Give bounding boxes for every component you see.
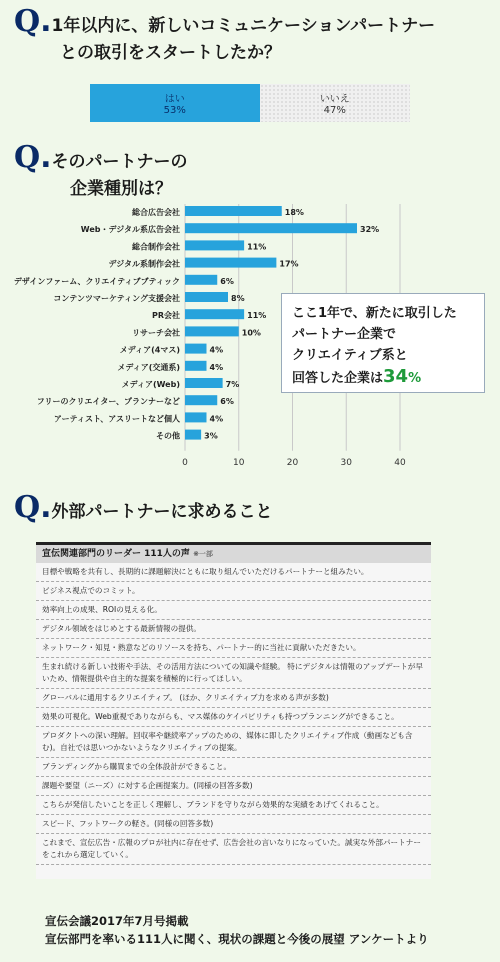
x-tick-label: 20 [286,457,299,465]
question-2-line2: 企業種別は？ [70,179,172,199]
category-label: 総合広告会社 [132,208,180,217]
data-label: 18% [284,208,304,217]
x-tick-label: 30 [340,457,352,465]
panel-header: 宣伝関連部門のリーダー 111人の声 ※一部 [36,545,431,563]
list-item: グローバルに通用するクリエイティブ。 (ほか、クリエイティブ力を求める声が多数) [36,689,431,708]
bar [185,326,239,336]
yes-no-bar [90,84,410,122]
bar [185,412,207,422]
category-label: アーティスト、アスリートなど個人 [53,414,180,424]
question-2-line1: そのパートナーの [51,152,188,172]
data-label: 4% [209,362,224,372]
bar [185,378,223,388]
list-item: 効果の可視化。Web重視でありながらも、マス媒体のケイパビリティも持つプランニングができること。 [36,708,431,727]
list-item: スピード、フットワークの軽さ。(同様の回答多数) [36,815,431,834]
list-item: こちらが発信したいことを正しく理解し、ブランドを守りながら効果的な実績をあげてくれること。 [36,796,431,815]
category-label: メディア(交通系) [117,362,180,372]
list-item: ビジネス視点でのコミット。 [36,582,431,601]
list-item: デジタル領域をはじめとする最新情報の提供。 [36,620,431,639]
no-label: いいえ [319,94,350,105]
bar [185,240,244,250]
question-1-line2: との取引をスタートしたか？ [60,43,281,63]
callout-line4: 回答した企業は34% [292,366,422,387]
category-label: Web・デジタル系広告会社 [80,225,180,235]
footer-line1: 宣伝会議2017年7月号掲載 [45,914,189,928]
category-label: その他 [156,431,180,441]
callout-percent: 34 [383,366,409,387]
callout-line1: ここ1年で、新たに取引した [292,306,457,321]
callout-line3: クリエイティブ系と [292,348,408,363]
x-tick-label: 0 [182,457,188,465]
category-label: リサーチ会社 [132,328,180,338]
q-mark: Q [14,490,41,525]
category-label: PR会社 [151,311,180,321]
voices-panel [36,542,431,879]
bar [185,206,282,216]
data-label: 10% [241,328,261,338]
list-item: 課題や要望（ニーズ）に対する企画提案力。(同様の回答多数) [36,777,431,796]
category-label: デジタル系制作会社 [108,259,180,269]
data-label: 3% [204,431,218,441]
bar [185,292,228,302]
no-value: 47% [323,105,346,116]
q-mark: Q [14,140,41,175]
source-footer [45,912,429,948]
category-label: デザインファーム、クリエイティブブティック [13,276,180,286]
data-label: 6% [220,276,234,286]
bar [185,361,207,371]
question-2-title: Q.そのパートナーの [14,140,188,175]
x-tick-label: 10 [233,457,245,465]
callout-box [281,293,485,393]
bar [185,258,276,268]
category-label: コンテンツマーケティング支援会社 [53,294,180,303]
data-label: 11% [247,242,267,252]
data-label: 11% [247,311,267,321]
question-3-title: Q.外部パートナーに求めること [14,490,273,525]
data-label: 4% [209,414,224,424]
question-1-title: Q.1年以内に、新しいコミュニケーションパートナー [14,4,436,39]
data-label: 17% [279,259,299,269]
question-3-line1: 外部パートナーに求めること [51,502,273,522]
yes-label: はい [164,94,185,105]
q-mark: Q [14,4,41,39]
bar [185,223,357,233]
bar [185,430,201,440]
category-label: メディア(4マス) [119,345,180,355]
list-item: 効率向上の成果、ROIの見える化。 [36,601,431,620]
bar [185,309,244,319]
list-item: ブランディングから購買までの全体設計ができること。 [36,758,431,777]
list-item: これまで、宣伝広告・広報のプロが社内に存在せず、広告会社の言いなりになっていた。誠実な外部パートナーをこれから選定していく。 [36,834,431,865]
list-item: ネットワーク・知見・熟意などのリソースを持ち、パートナー的に当社に貢献いただきたい。 [36,639,431,658]
data-label: 7% [225,380,240,389]
bar [185,275,217,285]
category-label: フリーのクリエイター、プランナーなど [36,397,180,407]
bar [185,344,207,354]
data-label: 4% [209,345,224,355]
yes-value: 53% [163,105,186,116]
footer-line2: 宣伝部門を率いる111人に聞く、現状の課題と今後の展望 アンケートより [45,932,429,946]
category-label: メディア(Web) [121,380,180,389]
category-label: 総合制作会社 [132,242,180,252]
list-item: プロダクトへの深い理解。回収率や継続率アップのための、媒体に即したクリエイティブ作成（動画なども含む)。自社では思いつかないようなクリエイティブの提案。 [36,727,431,758]
data-label: 8% [231,294,245,303]
list-item: 生まれ続ける新しい技術や手法、その活用方法についての知識や経験。 特にデジタルは情報のアップデートが早いため、情報提供や自主的な提案を積極的に行ってほしい。 [36,658,431,689]
data-label: 32% [360,225,380,235]
bar [185,395,217,405]
list-item: 目標や戦略を共有し、長期的に課題解決にともに取り組んでいただけるパートナーと組みたい。 [36,563,431,582]
no-segment [260,84,410,122]
callout-line2: パートナー企業で [292,327,397,342]
x-tick-label: 40 [394,457,406,465]
yes-segment [90,84,260,122]
question-1-line1: 1年以内に、新しいコミュニケーションパートナー [51,16,436,36]
data-label: 6% [220,397,234,407]
